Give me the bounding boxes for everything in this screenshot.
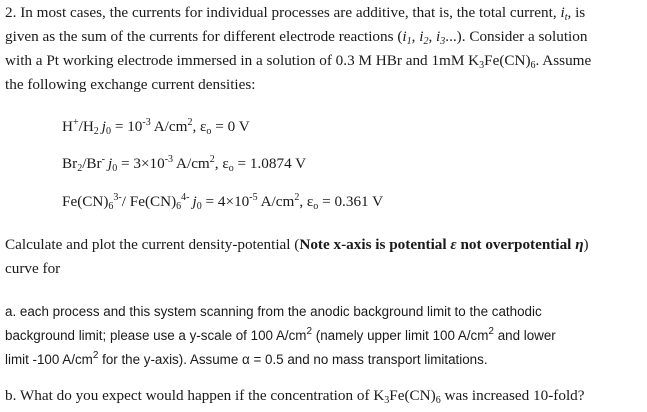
intro-text: given as the sum of the currents for different electrode reactions ( — [5, 28, 403, 45]
part-a-line-1: a. each process and this system scanning from the anodic background limit to the cathodic — [5, 304, 542, 319]
note-bold: Note x-axis is potential — [299, 236, 451, 253]
intro-text: , is — [567, 4, 586, 21]
exchange-current-symbol: j — [101, 118, 107, 135]
current-subscript: 3 — [440, 36, 446, 47]
potential-symbol: ε — [450, 236, 457, 253]
part-a-line-2: background limit; please use a y-scale of 100 $A/cm^2$ (namely upper limit 100 $A/cm^2$ and lower — [5, 326, 556, 343]
intro-text: ...). Consider a solution — [445, 28, 588, 45]
part-b-question: b. What do you expect would happen if the concentration of $K_3Fe(CN)_6$ was increased 10-fold? — [5, 387, 585, 406]
exchange-current-symbol: j — [107, 155, 113, 172]
total-current-symbol: i — [560, 4, 565, 21]
note-bold: not overpotential — [456, 236, 576, 253]
current-symbol: i — [436, 28, 441, 45]
intro-line-4: the following exchange current densities: — [5, 76, 256, 93]
reaction-ferricyanide: $Fe(CN)_6^{3-}/$ $Fe(CN)_6^{4-}$ $j_0 = 4\times 10^{-5}$ $A/cm^2$, $\varepsilon_o = 0.361$ V — [62, 192, 384, 212]
current-symbol: i — [419, 28, 424, 45]
current-subscript: 2 — [423, 36, 429, 47]
part-a-line-3: limit -100 $A/cm^2$ for the y-axis). Assume α = 0.5 and no mass transport limitations. — [5, 350, 488, 367]
total-current-subscript: t — [564, 12, 568, 23]
current-subscript: 1 — [406, 36, 412, 47]
intro-text: 2. In most cases, the currents for individual processes are additive, that is, the total current, — [5, 4, 561, 21]
task-line-2: curve for — [5, 260, 61, 277]
reaction-br2: $Br_2/Br^-$ $j_0 = 3\times 10^{-3}$ $A/cm^2$, $\varepsilon_o = 1.0874$ V — [62, 154, 307, 174]
overpotential-symbol: η — [575, 236, 584, 253]
intro-text: with a Pt working electrode immersed in a solution of 0.3 M HBr and 1mM K — [5, 52, 480, 69]
intro-line-3: with a Pt working electrode immersed in a solution of 0.3 M HBr and 1mM $K_3Fe(CN)_6$. Assume — [5, 52, 592, 71]
task-line-1: Calculate and plot the current density-potential (Note x-axis is potential ε not overpotential η) — [5, 236, 589, 253]
current-symbol: i — [402, 28, 407, 45]
reaction-h2: $H^+/H_2$ $j_0 = 10^{-3}$ $A/cm^2$, $\varepsilon_o = 0$ V — [62, 117, 250, 137]
exchange-current-symbol: j — [192, 193, 197, 210]
intro-line-1 — [5, 4, 585, 22]
intro-line-2: given as the sum of the currents for different electrode reactions ($i_1$, $i_2$, $i_3$...). Consider a solution — [5, 28, 588, 47]
